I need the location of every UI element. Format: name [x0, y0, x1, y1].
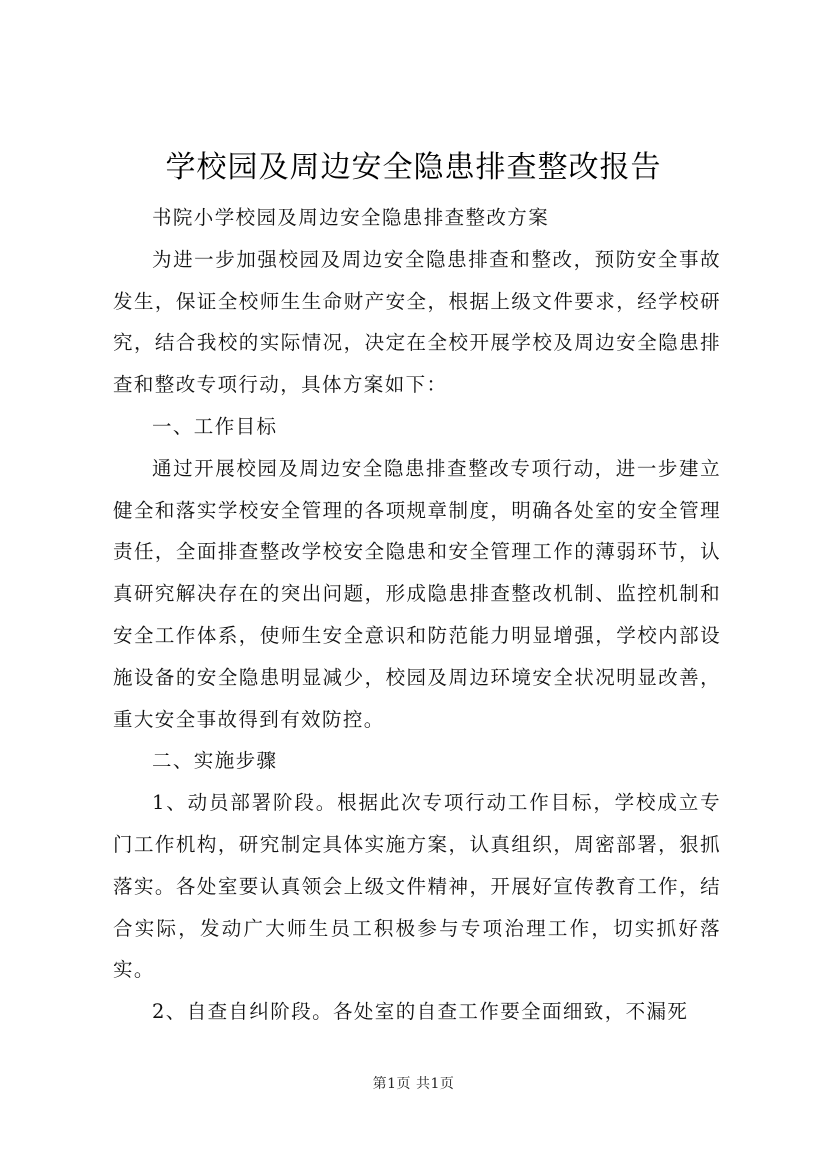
step-2-paragraph: 2、自查自纠阶段。各处室的自查工作要全面细致，不漏死 — [152, 1000, 689, 1024]
document-title: 学校园及周边安全隐患排查整改报告 — [165, 150, 662, 185]
plan-subtitle: 书院小学校园及周边安全隐患排查整改方案 — [152, 206, 550, 229]
step-1-paragraph: 1、动员部署阶段。根据此次专项行动工作目标，学校成立专门工作机构，研究制定具体实施方案，认真组织，周密部署，狠抓落实。各处室要认真领会上级文件精神，开展好宣传教育工作，结合实际，发动广大师生员工积极参与专项治理工作，切实抓好落实。 — [113, 791, 721, 982]
page-footer: 第1页 共1页 — [372, 1076, 455, 1092]
section-heading-steps: 二、实施步骤 — [152, 749, 278, 773]
goals-paragraph: 通过开展校园及周边安全隐患排查整改专项行动，进一步建立健全和落实学校安全管理的各项规章制度，明确各处室的安全管理责任，全面排查整改学校安全隐患和安全管理工作的薄弱环节，认真研究解决存在的突出问题，形成隐患排查整改机制、监控机制和安全工作体系，使师生安全意识和防范能力明显增强，学校内部设施设备的安全隐患明显减少，校园及周边环境安全状况明显改善，重大安全事故得到有效防控。 — [113, 456, 721, 731]
section-heading-goals: 一、工作目标 — [152, 414, 278, 438]
document-body — [113, 197, 721, 1033]
intro-paragraph: 为进一步加强校园及周边安全隐患排查和整改，预防安全事故发生，保证全校师生生命财产安全，根据上级文件要求，经学校研究，结合我校的实际情况，决定在全校开展学校及周边安全隐患排查和整改专项行动，具体方案如下： — [113, 247, 721, 397]
